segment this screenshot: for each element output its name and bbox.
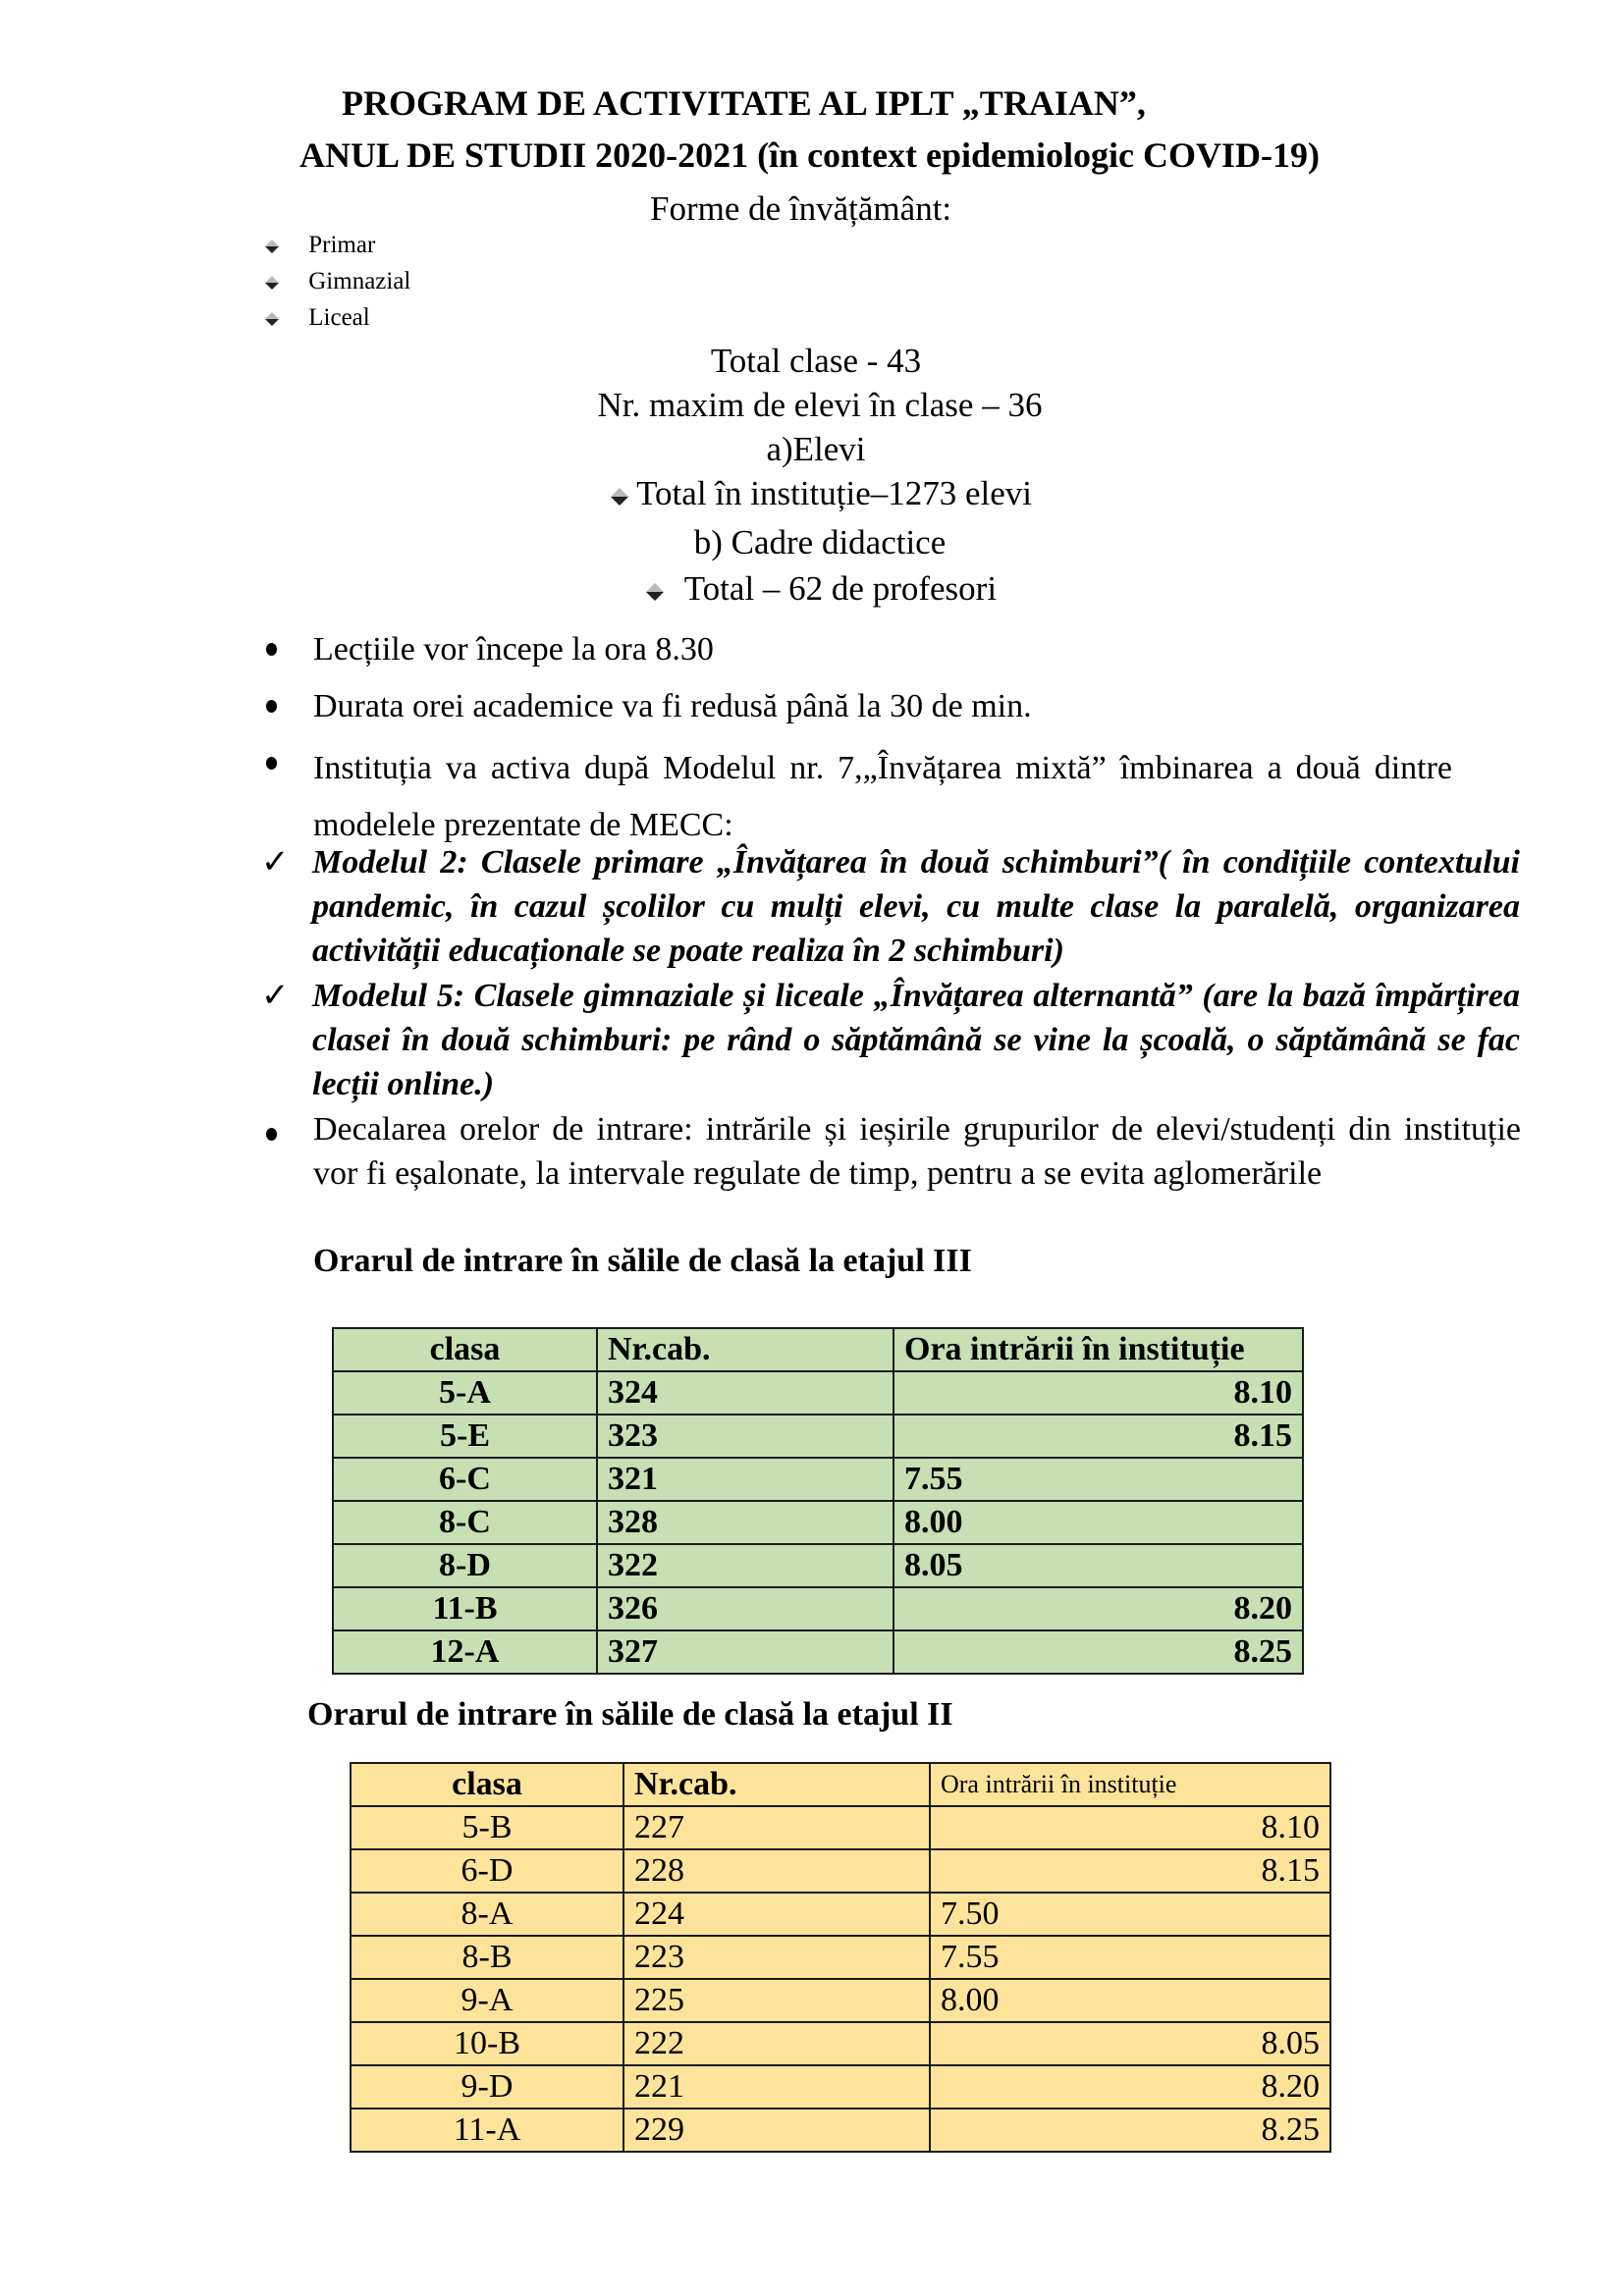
cell-room: 224 (623, 1893, 930, 1936)
cell-room: 222 (623, 2022, 930, 2065)
cell-class: 8-A (351, 1893, 623, 1936)
diamond-bullet-icon (646, 583, 664, 601)
checkmark-icon: ✓ (261, 978, 290, 1014)
cell-time: 8.20 (893, 1587, 1303, 1630)
floor2-schedule-table (350, 1762, 1331, 2153)
bullet-dot-icon (266, 1128, 277, 1141)
table-row (333, 1458, 1303, 1501)
students-total: Total în instituție–1273 elevi (636, 474, 1033, 512)
cell-time: 8.10 (893, 1371, 1303, 1415)
cell-class: 5-E (333, 1415, 597, 1458)
form-label: Gimnazial (308, 268, 411, 294)
cell-time: 8.10 (930, 1806, 1330, 1849)
checkmark-icon: ✓ (261, 844, 290, 881)
column-header: Ora intrării în instituție (930, 1763, 1330, 1806)
cell-time: 7.55 (893, 1458, 1303, 1501)
cell-class: 11-B (333, 1587, 597, 1630)
teachers-total: Total – 62 de profesori (683, 569, 998, 608)
cell-room: 223 (623, 1936, 930, 1979)
cell-class: 5-B (351, 1806, 623, 1849)
cell-class: 9-D (351, 2065, 623, 2109)
table-row (351, 2022, 1330, 2065)
cell-time: 8.05 (893, 1544, 1303, 1587)
floor3-heading: Orarul de intrare în sălile de clasă la etajul III (313, 1243, 972, 1279)
cell-time: 8.15 (893, 1415, 1303, 1458)
cell-room: 228 (623, 1849, 930, 1893)
cell-time: 8.00 (893, 1501, 1303, 1544)
max-students: Nr. maxim de elevi în clase – 36 (597, 386, 1043, 424)
cell-class: 11-A (351, 2109, 623, 2152)
table-header-row (351, 1763, 1330, 1806)
table-row (351, 1893, 1330, 1936)
bullet-dot-icon (266, 700, 277, 713)
table-row (333, 1415, 1303, 1458)
cell-time: 8.20 (930, 2065, 1330, 2109)
cell-class: 6-C (333, 1458, 597, 1501)
table-row (333, 1587, 1303, 1630)
students-label: a)Elevi (766, 430, 866, 468)
forms-label: Forme de învățământ: (650, 189, 952, 228)
cell-class: 9-A (351, 1979, 623, 2022)
cell-time: 7.55 (930, 1936, 1330, 1979)
column-header: Nr.cab. (597, 1328, 893, 1371)
diamond-bullet-icon (265, 240, 279, 253)
form-item (265, 232, 375, 259)
cell-room: 225 (623, 1979, 930, 2022)
cell-time: 8.25 (893, 1630, 1303, 1674)
cell-room: 326 (597, 1587, 893, 1630)
diamond-bullet-icon (611, 488, 628, 506)
cell-room: 324 (597, 1371, 893, 1415)
cell-room: 322 (597, 1544, 893, 1587)
column-header: clasa (351, 1763, 623, 1806)
table-row (333, 1630, 1303, 1674)
cell-class: 12-A (333, 1630, 597, 1674)
teachers-total-line (646, 569, 997, 609)
table-row (351, 1936, 1330, 1979)
document-title-line2: ANUL DE STUDII 2020-2021 (în context epidemiologic COVID-19) (299, 135, 1320, 175)
cell-room: 321 (597, 1458, 893, 1501)
students-total-line (611, 474, 1032, 513)
column-header: clasa (333, 1328, 597, 1371)
bullet-dot-icon (266, 757, 277, 770)
table-row (351, 1979, 1330, 2022)
model-item: Modelul 5: Clasele gimnaziale și liceale „Învățarea alternantă” (are la bază împărțirea clasei în două schimburi: pe rând o săptămână se vine la școală, o săptămână se fac lecții online.) (312, 978, 1520, 1102)
rule-item: Instituția va activa după Modelul nr. 7,„Învățarea mixtă” îmbinarea a două dintre modelele prezentate de MECC: (313, 750, 1452, 843)
table-row (333, 1371, 1303, 1415)
document-title-line1: PROGRAM DE ACTIVITATE AL IPLT „TRAIAN”, (342, 83, 1146, 123)
cell-class: 8-C (333, 1501, 597, 1544)
cell-room: 323 (597, 1415, 893, 1458)
column-header: Ora intrării în instituție (893, 1328, 1303, 1371)
form-label: Liceal (308, 304, 370, 331)
table-row (351, 2109, 1330, 2152)
table-row (351, 2065, 1330, 2109)
cell-class: 8-D (333, 1544, 597, 1587)
cell-time: 8.15 (930, 1849, 1330, 1893)
cell-class: 10-B (351, 2022, 623, 2065)
cell-class: 8-B (351, 1936, 623, 1979)
cell-class: 5-A (333, 1371, 597, 1415)
rule-item: Lecțiile vor începe la ora 8.30 (313, 631, 714, 667)
cell-time: 8.00 (930, 1979, 1330, 2022)
cell-time: 7.50 (930, 1893, 1330, 1936)
cell-class: 6-D (351, 1849, 623, 1893)
table-row (333, 1544, 1303, 1587)
bullet-dot-icon (266, 643, 277, 656)
diamond-bullet-icon (265, 276, 279, 290)
table-row (333, 1501, 1303, 1544)
form-item (265, 304, 370, 332)
rule-item: Durata orei academice va fi redusă până la 30 de min. (313, 688, 1032, 724)
table-row (351, 1849, 1330, 1893)
form-item (265, 268, 410, 295)
model-item: Modelul 2: Clasele primare „Învățarea în două schimburi”( în condițiile contextului pandemic, în cazul școlilor cu mulți elevi, cu multe clase la paralelă, organizarea activității educaționale se poate realiza în 2 schimburi) (312, 844, 1520, 969)
diamond-bullet-icon (265, 312, 279, 326)
floor3-schedule-table (332, 1327, 1304, 1675)
table-header-row (333, 1328, 1303, 1371)
rule-item-staggering: Decalarea orelor de intrare: intrările și ieșirile grupurilor de elevi/studenți din instituție vor fi eșalonate, la intervale regulate de timp, pentru a se evita aglomerările (313, 1111, 1521, 1192)
cell-room: 328 (597, 1501, 893, 1544)
cell-room: 327 (597, 1630, 893, 1674)
table-row (351, 1806, 1330, 1849)
cell-room: 227 (623, 1806, 930, 1849)
floor2-heading: Orarul de intrare în sălile de clasă la etajul II (307, 1696, 953, 1733)
form-label: Primar (308, 232, 376, 258)
teachers-label: b) Cadre didactice (693, 523, 947, 561)
total-classes: Total clase - 43 (710, 342, 922, 380)
cell-room: 221 (623, 2065, 930, 2109)
cell-room: 229 (623, 2109, 930, 2152)
cell-time: 8.25 (930, 2109, 1330, 2152)
cell-time: 8.05 (930, 2022, 1330, 2065)
column-header: Nr.cab. (623, 1763, 930, 1806)
